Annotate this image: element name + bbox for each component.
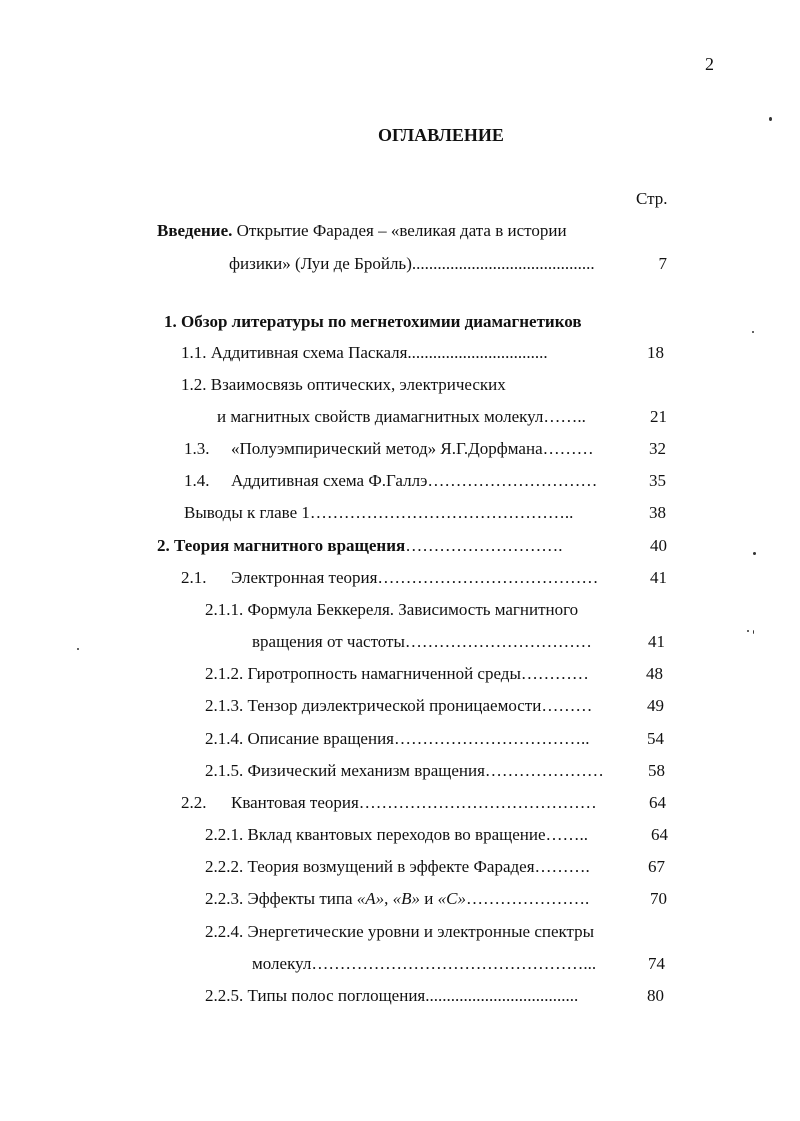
toc-entry-2-2-1: 2.2.1. Вклад квантовых переходов во вращение…….. (205, 825, 588, 844)
toc-entry-1-2-page: 21 (650, 407, 667, 426)
chapter-2-page: 40 (650, 536, 667, 555)
toc-entry-1-2-line1: 1.2. Взаимосвязь оптических, электрических (181, 375, 506, 394)
toc-entry-1-3-number: 1.3. (184, 439, 210, 458)
toc-entry-2-2-page: 64 (649, 793, 666, 812)
toc-entry-2-2: Квантовая теория…………………………………… (231, 793, 597, 812)
toc-entry-2-1-2: 2.1.2. Гиротропность намагниченной среды………… (205, 664, 589, 683)
page-column-label: Стр. (636, 189, 668, 208)
toc-entry-2-1-2-page: 48 (646, 664, 663, 683)
toc-entry-2-1-3: 2.1.3. Тензор диэлектрической проницаемости……… (205, 696, 593, 715)
chapter-2-title-dots: ………………………. (405, 536, 563, 555)
toc-entry-2-1: Электронная теория………………………………… (231, 568, 599, 587)
toc-entry-intro (157, 221, 567, 241)
toc-entry-2-2-4-page: 74 (648, 954, 665, 973)
intro-label: Введение. (157, 221, 233, 240)
toc-entry-2-1-4: 2.1.4. Описание вращения…………………………….. (205, 729, 590, 748)
toc-entry-2-1-5: 2.1.5. Физический механизм вращения………………… (205, 761, 604, 780)
scan-speck (752, 331, 754, 333)
toc-entry-2-1-1-page: 41 (648, 632, 665, 651)
toc-entry-2-2-1-page: 64 (651, 825, 668, 844)
effect-b-label: «B» (392, 889, 421, 908)
toc-entry-1-4-number: 1.4. (184, 471, 210, 490)
and-separator: и (420, 889, 438, 908)
toc-entry-2-1-1-line2: вращения от частоты…………………………… (252, 632, 592, 651)
chapter-2-title-text: 2. Теория магнитного вращения (157, 536, 406, 555)
toc-entry-2-2-4-line2: молекул…………………………………………... (252, 954, 597, 973)
page-number: 2 (705, 54, 714, 74)
scan-speck (753, 552, 756, 555)
toc-entry-2-2-3-dots: …………………. (466, 889, 590, 908)
intro-title-line2: физики» (Луи де Бройль)........................................... (229, 254, 595, 273)
toc-entry-1-3: «Полуэмпирический метод» Я.Г.Дорфмана……… (231, 439, 594, 458)
toc-entry-2-2-2: 2.2.2. Теория возмущений в эффекте Фарадея………. (205, 857, 590, 876)
comma-separator: , (384, 889, 393, 908)
toc-entry-1-1: 1.1. Аддитивная схема Паскаля................................. (181, 343, 548, 362)
toc-entry-1-3-page: 32 (649, 439, 666, 458)
scan-speck (747, 630, 749, 632)
toc-entry-2-2-5: 2.2.5. Типы полос поглощения.................................... (205, 986, 579, 1005)
toc-entry-2-1-3-page: 49 (647, 696, 664, 715)
chapter-2-title (157, 536, 562, 556)
scan-speck (753, 630, 754, 634)
page-title: ОГЛАВЛЕНИЕ (378, 125, 504, 145)
toc-entry-1-1-page: 18 (647, 343, 664, 362)
toc-entry-2-1-5-page: 58 (648, 761, 665, 780)
toc-entry-2-2-3-prefix: 2.2.3. Эффекты типа (205, 889, 357, 908)
toc-entry-2-2-3 (205, 889, 589, 909)
toc-entry-2-1-page: 41 (650, 568, 667, 587)
toc-entry-2-2-5-page: 80 (647, 986, 664, 1005)
chapter-1-title: 1. Обзор литературы по мегнетохимии диамагнетиков (164, 312, 582, 331)
toc-entry-conclusions-1-page: 38 (649, 503, 666, 522)
intro-title-line1: Открытие Фарадея – «великая дата в истории (232, 221, 567, 240)
toc-entry-2-1-1-line1: 2.1.1. Формула Беккереля. Зависимость магнитного (205, 600, 579, 619)
toc-entry-1-4-page: 35 (649, 471, 666, 490)
scan-speck (769, 117, 772, 121)
intro-page: 7 (658, 254, 667, 273)
toc-entry-1-4: Аддитивная схема Ф.Галлэ………………………… (231, 471, 598, 490)
toc-entry-2-1-number: 2.1. (181, 568, 207, 587)
toc-entry-1-2-line2: и магнитных свойств диамагнитных молекул…….. (217, 407, 586, 426)
toc-entry-conclusions-1: Выводы к главе 1……………………………………….. (184, 503, 574, 522)
toc-entry-2-2-3-page: 70 (650, 889, 667, 908)
toc-entry-2-1-4-page: 54 (647, 729, 664, 748)
toc-entry-2-2-2-page: 67 (648, 857, 665, 876)
toc-entry-2-2-4-line1: 2.2.4. Энергетические уровни и электронные спектры (205, 922, 595, 941)
effect-c-label: «C» (437, 889, 466, 908)
toc-entry-2-2-number: 2.2. (181, 793, 207, 812)
scan-speck (77, 648, 79, 650)
effect-a-label: «A» (356, 889, 385, 908)
